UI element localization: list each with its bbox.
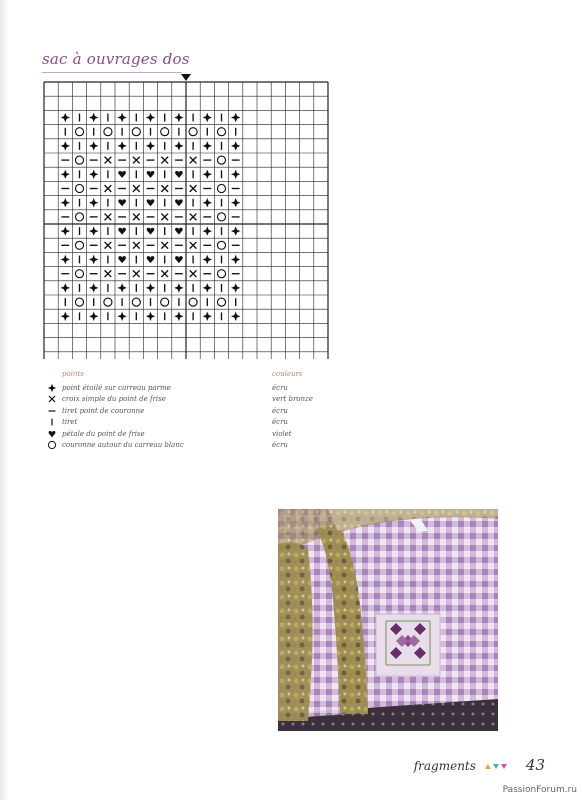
four-point-star-icon [89, 226, 98, 235]
circle-icon [75, 184, 83, 192]
page-title: sac à ouvrages dos [42, 50, 190, 68]
circle-icon [42, 440, 62, 450]
four-point-star-icon [231, 255, 240, 264]
four-point-star-icon [231, 141, 240, 150]
legend-row [42, 428, 372, 440]
four-point-star-icon [89, 283, 98, 292]
cross-x-icon [133, 214, 140, 221]
embroidered-bag-image [278, 509, 498, 731]
legend-row [42, 382, 372, 394]
legend-point-label: croix simple du point de frise [62, 395, 166, 404]
four-point-star-icon [61, 255, 70, 264]
legend-color-label: écru [272, 383, 288, 392]
legend-point-label: pétale du point de frise [62, 429, 145, 438]
cross-x-icon [190, 214, 197, 221]
heart-icon [175, 199, 183, 206]
circle-icon [132, 128, 140, 136]
heart-icon [147, 256, 155, 263]
legend-color-label: vert bronze [272, 395, 313, 404]
stitch-legend [42, 370, 372, 451]
four-point-star-icon [174, 141, 183, 150]
circle-icon [132, 298, 140, 306]
circle-icon [75, 128, 83, 136]
four-point-star-icon [42, 383, 62, 393]
four-point-star-icon [231, 283, 240, 292]
four-point-star-icon [61, 283, 70, 292]
watermark: PassionForum.ru [502, 785, 577, 795]
circle-icon [217, 128, 225, 136]
legend-color-label: violet [272, 429, 292, 438]
four-point-star-icon [61, 312, 70, 321]
legend-couleurs-header: couleurs [272, 370, 303, 378]
legend-row [42, 440, 372, 452]
cross-x-icon [133, 157, 140, 164]
circle-icon [161, 298, 169, 306]
page-footer [414, 756, 545, 774]
stitch-chart [40, 74, 330, 359]
four-point-star-icon [174, 113, 183, 122]
four-point-star-icon [146, 113, 155, 122]
four-point-star-icon [231, 198, 240, 207]
circle-icon [75, 298, 83, 306]
four-point-star-icon [61, 141, 70, 150]
legend-color-label: écru [272, 418, 288, 427]
four-point-star-icon [89, 312, 98, 321]
circle-icon [217, 184, 225, 192]
four-point-star-icon [231, 170, 240, 179]
four-point-star-icon [61, 226, 70, 235]
cross-x-icon [161, 185, 168, 192]
legend-row [42, 405, 372, 417]
legend-points-header: points [62, 370, 84, 378]
page-number: 43 [525, 756, 545, 774]
legend-color-label: écru [272, 406, 288, 415]
four-point-star-icon [203, 198, 212, 207]
four-point-star-icon [89, 255, 98, 264]
legend-color-label: écru [272, 441, 288, 450]
cross-x-icon [105, 270, 112, 277]
four-point-star-icon [203, 226, 212, 235]
four-point-star-icon [117, 312, 126, 321]
cross-x-icon [42, 394, 62, 404]
heart-icon [175, 171, 183, 178]
legend-row [42, 394, 372, 406]
legend-header [42, 370, 372, 382]
heart-icon [147, 171, 155, 178]
four-point-star-icon [146, 312, 155, 321]
legend-point-label: tiret [62, 418, 78, 427]
circle-icon [217, 241, 225, 249]
four-point-star-icon [203, 312, 212, 321]
heart-icon [118, 256, 126, 263]
footer-triangles-icon [484, 762, 510, 770]
horizontal-dash-icon [42, 406, 62, 416]
cross-x-icon [190, 157, 197, 164]
circle-icon [75, 270, 83, 278]
cross-x-icon [161, 214, 168, 221]
heart-icon [118, 228, 126, 235]
heart-icon [175, 256, 183, 263]
cross-x-icon [133, 242, 140, 249]
four-point-star-icon [61, 198, 70, 207]
circle-icon [217, 213, 225, 221]
marker-top-icon [181, 74, 191, 81]
cross-x-icon [190, 270, 197, 277]
four-point-star-icon [61, 113, 70, 122]
page-gutter-shadow [0, 0, 8, 800]
cross-x-icon [105, 214, 112, 221]
four-point-star-icon [61, 170, 70, 179]
circle-icon [161, 128, 169, 136]
four-point-star-icon [117, 141, 126, 150]
legend-point-label: tiret point de couronne [62, 406, 145, 415]
four-point-star-icon [146, 141, 155, 150]
legend-point-label: couronne autour du carreau blanc [62, 441, 184, 450]
cross-x-icon [105, 185, 112, 192]
cross-x-icon [161, 270, 168, 277]
four-point-star-icon [203, 283, 212, 292]
cross-x-icon [161, 242, 168, 249]
circle-icon [75, 241, 83, 249]
heart-icon [175, 228, 183, 235]
cross-x-icon [133, 270, 140, 277]
circle-icon [217, 270, 225, 278]
stitch-chart-grid [40, 74, 330, 359]
heart-icon [42, 429, 62, 439]
circle-icon [104, 298, 112, 306]
circle-icon [75, 213, 83, 221]
circle-icon [217, 298, 225, 306]
legend-point-label: point étoilé sur carreau parme [62, 383, 171, 392]
cross-x-icon [105, 242, 112, 249]
heart-icon [147, 199, 155, 206]
four-point-star-icon [174, 283, 183, 292]
heart-icon [147, 228, 155, 235]
four-point-star-icon [89, 141, 98, 150]
circle-icon [75, 156, 83, 164]
circle-icon [189, 128, 197, 136]
bag-photo [278, 509, 498, 731]
four-point-star-icon [203, 141, 212, 150]
vertical-dash-icon [42, 417, 62, 427]
four-point-star-icon [174, 312, 183, 321]
cross-x-icon [161, 157, 168, 164]
four-point-star-icon [146, 283, 155, 292]
four-point-star-icon [231, 113, 240, 122]
heart-icon [118, 199, 126, 206]
heart-icon [118, 171, 126, 178]
four-point-star-icon [203, 113, 212, 122]
footer-section-name: fragments [413, 759, 476, 773]
circle-icon [104, 128, 112, 136]
circle-icon [189, 298, 197, 306]
four-point-star-icon [231, 226, 240, 235]
circle-icon [217, 156, 225, 164]
cross-x-icon [190, 185, 197, 192]
legend-row [42, 417, 372, 429]
four-point-star-icon [203, 255, 212, 264]
four-point-star-icon [89, 198, 98, 207]
four-point-star-icon [89, 170, 98, 179]
title-underline [42, 72, 182, 73]
four-point-star-icon [117, 113, 126, 122]
four-point-star-icon [231, 312, 240, 321]
cross-x-icon [133, 185, 140, 192]
four-point-star-icon [89, 113, 98, 122]
four-point-star-icon [203, 170, 212, 179]
cross-x-icon [105, 157, 112, 164]
four-point-star-icon [117, 283, 126, 292]
cross-x-icon [190, 242, 197, 249]
